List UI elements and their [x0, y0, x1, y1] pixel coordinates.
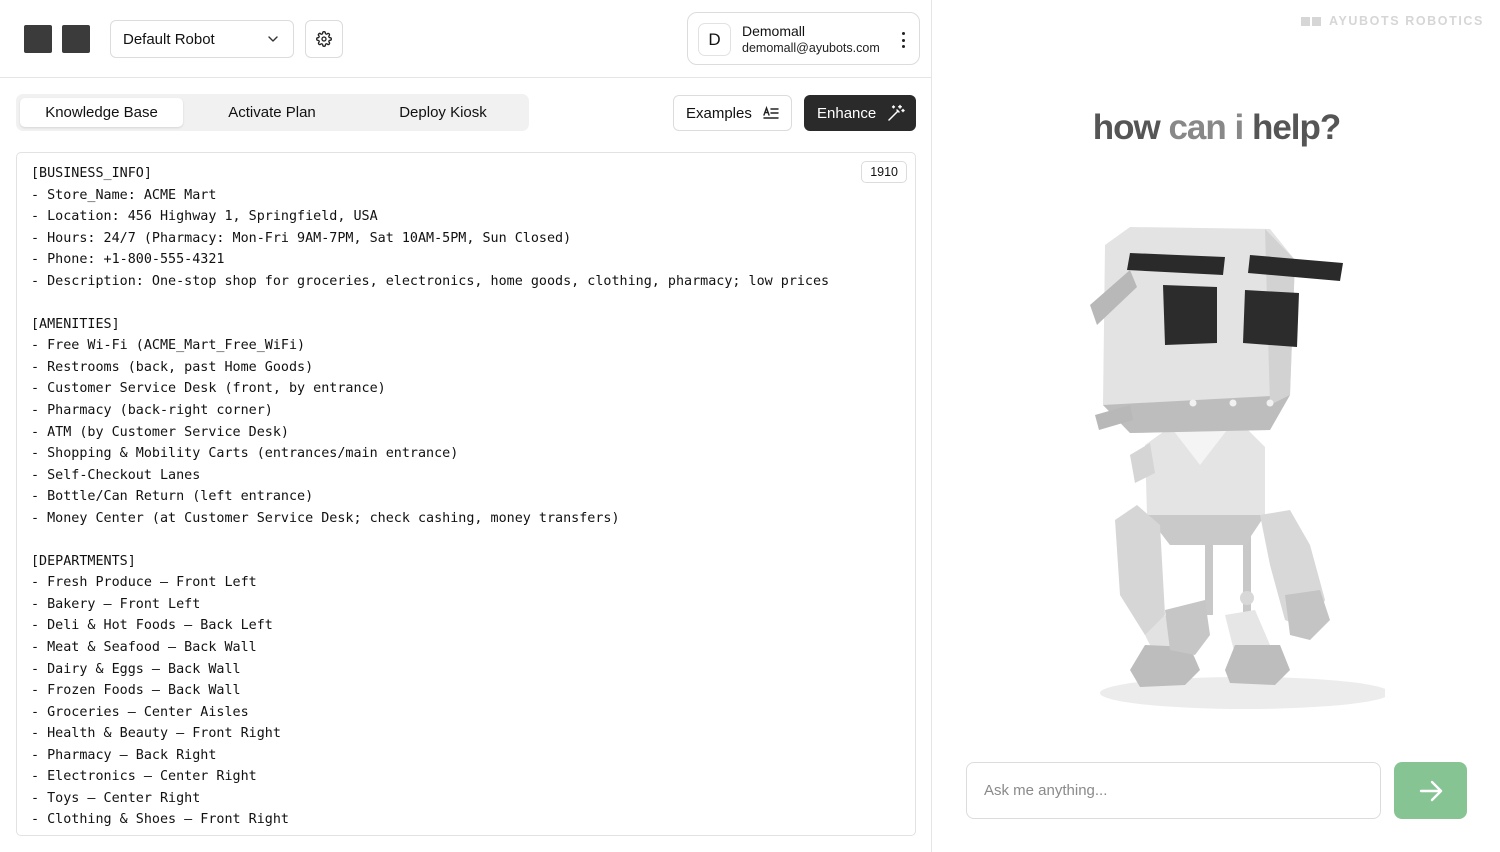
magic-wand-icon — [887, 104, 905, 122]
examples-label: Examples — [686, 104, 752, 122]
character-count-badge: 1910 — [861, 161, 907, 183]
tab-knowledge-base[interactable]: Knowledge Base — [20, 98, 183, 127]
enhance-button[interactable] — [804, 95, 916, 131]
text-format-icon — [763, 106, 779, 120]
brand-logo-icon — [1301, 17, 1321, 26]
knowledge-base-editor[interactable] — [16, 152, 916, 836]
send-button[interactable] — [1394, 762, 1467, 819]
assistant-headline — [933, 108, 1500, 148]
headline-part-1: how — [1092, 108, 1160, 147]
app-logo-icon[interactable] — [62, 25, 90, 53]
robot-select-value: Default Robot — [123, 30, 215, 48]
headline-part-3: help? — [1251, 108, 1341, 147]
user-account-card[interactable] — [687, 12, 920, 65]
assistant-preview-pane — [933, 0, 1500, 852]
top-toolbar — [0, 0, 932, 78]
enhance-label: Enhance — [817, 104, 877, 122]
headline-part-2: can i — [1168, 108, 1244, 147]
examples-button[interactable] — [673, 95, 792, 131]
robot-select[interactable] — [110, 20, 294, 58]
knowledge-base-text[interactable]: [BUSINESS_INFO] - Store_Name: ACME Mart - Location: 456 Highway 1, Springfield, USA - Hours: 24/7 (Pharmacy: Mon-Fri 9AM-7PM, Sat 10AM-5PM, Sun Closed) - Phone: +1-800-555-4321 - Description: One-stop shop for groceries, electronics, home goods, clothing, pharmacy; low prices [AMENITIES] - Free Wi-Fi (ACME_Mart_Free_WiFi) - Restrooms (back, past Home Goods) - Customer Service Desk (front, by entrance) - Pharmacy (back-right corner) - ATM (by Customer Service Desk) - Shopping & Mobility Carts (entrances/main entrance) - Self-Checkout Lanes - Bottle/Can Return (left entrance) - Money Center (at Customer Service Desk; check cashing, money transfers) [DEPARTMENTS] - Fresh Produce – Front Left - Bakery – Front Left - Deli & Hot Foods – Back Left - Meat & Seafood – Back Wall - Dairy & Eggs – Back Wall - Frozen Foods – Back Wall - Groceries – Center Aisles - Health & Beauty – Front Right - Pharmacy – Back Right - Electronics – Center Right - Toys – Center Right - Clothing & Shoes – Front Right — [31, 166, 830, 828]
robot-illustration — [1085, 215, 1385, 725]
tab-deploy-kiosk[interactable]: Deploy Kiosk — [399, 104, 487, 121]
gear-icon — [316, 31, 332, 47]
settings-button[interactable] — [305, 20, 343, 58]
user-name: Demomall — [742, 23, 806, 39]
tab-activate-plan[interactable]: Activate Plan — [228, 104, 316, 121]
user-email: demomall@ayubots.com — [742, 41, 880, 55]
brand-mark — [1301, 14, 1484, 28]
brand-name: AYUBOTS ROBOTICS — [1328, 14, 1484, 28]
arrow-right-icon — [1418, 778, 1444, 804]
ask-input[interactable] — [966, 762, 1381, 819]
kebab-menu-icon[interactable] — [896, 30, 910, 50]
sidebar-toggle-icon[interactable] — [24, 25, 52, 53]
chevron-down-icon — [267, 33, 279, 45]
avatar: D — [698, 23, 731, 56]
section-tabs — [16, 94, 529, 131]
